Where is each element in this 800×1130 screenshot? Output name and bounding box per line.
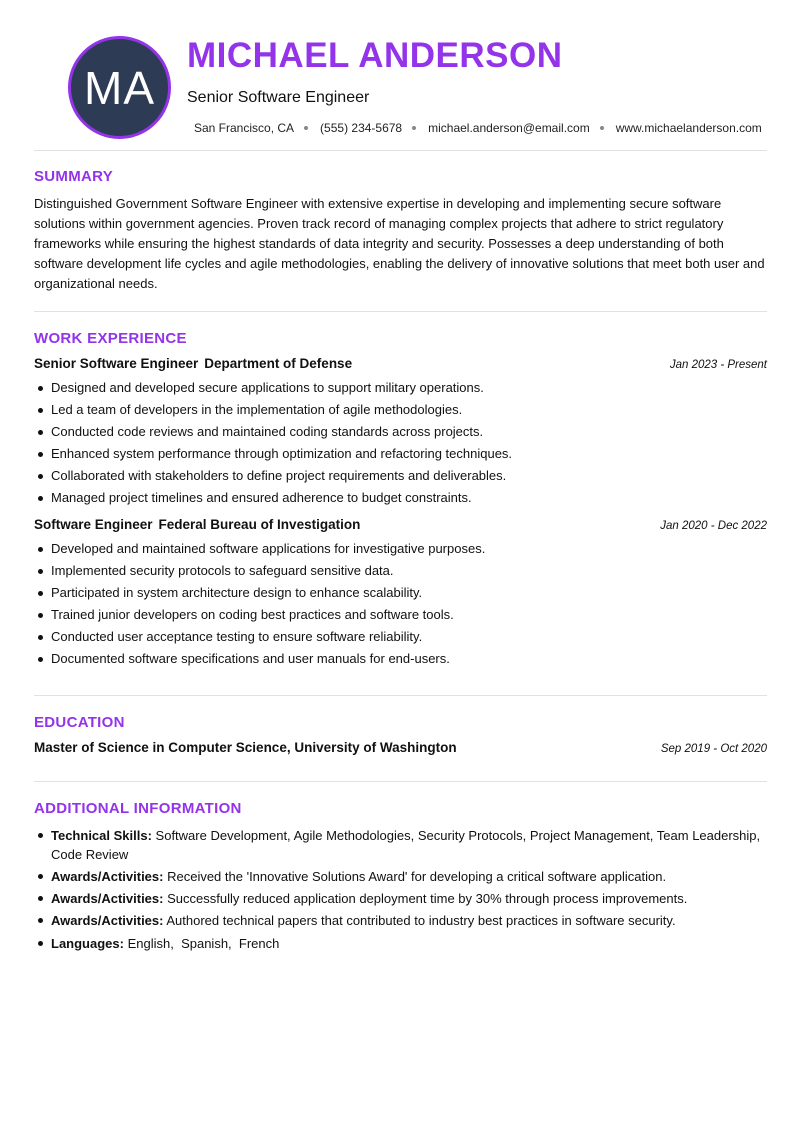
item-text: Successfully reduced application deployment time by 30% through process improvements.	[167, 891, 688, 906]
item-label: Awards/Activities:	[51, 891, 164, 906]
section-title: WORK EXPERIENCE	[34, 330, 187, 347]
job-organization: Federal Bureau of Investigation	[158, 517, 361, 532]
additional-list	[34, 826, 767, 953]
education-entry	[34, 740, 767, 755]
list-item	[34, 867, 767, 886]
education-degree: Master of Science in Computer Science, University of Washington	[34, 740, 457, 755]
list-item: Trained junior developers on coding best practices and software tools.	[34, 604, 767, 626]
candidate-name: MICHAEL ANDERSON	[187, 36, 563, 75]
item-label: Awards/Activities:	[51, 869, 164, 884]
list-item: Managed project timelines and ensured adherence to budget constraints.	[34, 487, 767, 509]
summary-section	[34, 150, 767, 294]
job-dates: Jan 2023 - Present	[669, 359, 767, 371]
contact-bar	[194, 121, 762, 135]
list-item: Conducted user acceptance testing to ensure software reliability.	[34, 626, 767, 648]
separator-dot-icon	[412, 126, 416, 130]
list-item: Developed and maintained software applications for investigative purposes.	[34, 538, 767, 560]
list-item: Collaborated with stakeholders to define project requirements and deliverables.	[34, 465, 767, 487]
job-bullets	[34, 538, 767, 670]
item-label: Awards/Activities:	[51, 913, 164, 928]
job-dates: Jan 2020 - Dec 2022	[660, 520, 767, 532]
item-label: Languages:	[51, 936, 124, 951]
summary-text: Distinguished Government Software Engineer with extensive expertise in developing and implementing secure software solutions within government agencies. Proven track record of managing complex projects that adhere to strict regulatory frameworks while ensuring the highest standards of data integrity and security. Possesses a deep understanding of both software development life cycles and agile methodologies, enabling the delivery of innovative solutions that meet both user and organizational needs.	[34, 196, 765, 291]
education-section	[34, 696, 767, 755]
item-text: English, Spanish, French	[127, 936, 280, 951]
list-item: Led a team of developers in the implementation of agile methodologies.	[34, 399, 767, 421]
list-item: Conducted code reviews and maintained coding standards across projects.	[34, 421, 767, 443]
avatar	[68, 36, 171, 139]
item-text: Received the 'Innovative Solutions Award' for developing a critical software application.	[167, 869, 667, 884]
item-label: Technical Skills:	[51, 828, 152, 843]
section-title: ADDITIONAL INFORMATION	[34, 800, 242, 817]
experience-section	[34, 312, 767, 670]
contact-website[interactable]: www.michaelanderson.com	[615, 121, 762, 135]
contact-email[interactable]: michael.anderson@email.com	[428, 121, 590, 135]
job-organization: Department of Defense	[204, 356, 353, 371]
list-item: Enhanced system performance through optimization and refactoring techniques.	[34, 443, 767, 465]
list-item	[34, 911, 767, 930]
avatar-initials: MA	[84, 61, 155, 114]
job-entry	[34, 356, 767, 509]
list-item	[34, 826, 767, 864]
contact-location: San Francisco, CA	[194, 121, 295, 135]
list-item	[34, 934, 767, 953]
separator-dot-icon	[600, 126, 604, 130]
item-text: Authored technical papers that contributed to industry best practices in software security.	[166, 913, 676, 928]
resume-body	[34, 150, 767, 956]
section-title: SUMMARY	[34, 168, 114, 185]
job-entry	[34, 517, 767, 670]
list-item: Participated in system architecture design to enhance scalability.	[34, 582, 767, 604]
job-bullets	[34, 377, 767, 509]
job-title	[34, 517, 360, 532]
list-item: Documented software specifications and user manuals for end-users.	[34, 648, 767, 670]
list-item: Designed and developed secure applications to support military operations.	[34, 377, 767, 399]
job-title	[34, 356, 352, 371]
resume-header	[34, 0, 767, 150]
list-item	[34, 889, 767, 908]
contact-phone: (555) 234-5678	[320, 121, 403, 135]
list-item: Implemented security protocols to safeguard sensitive data.	[34, 560, 767, 582]
additional-section	[34, 782, 767, 953]
education-dates: Sep 2019 - Oct 2020	[660, 743, 767, 755]
section-title: EDUCATION	[34, 714, 125, 731]
item-text: Software Development, Agile Methodologies, Security Protocols, Project Management, Team Leadership, Code Review	[51, 828, 761, 862]
job-position: Software Engineer	[34, 517, 153, 532]
job-position: Senior Software Engineer	[34, 356, 199, 371]
candidate-role: Senior Software Engineer	[187, 89, 370, 106]
separator-dot-icon	[304, 126, 308, 130]
